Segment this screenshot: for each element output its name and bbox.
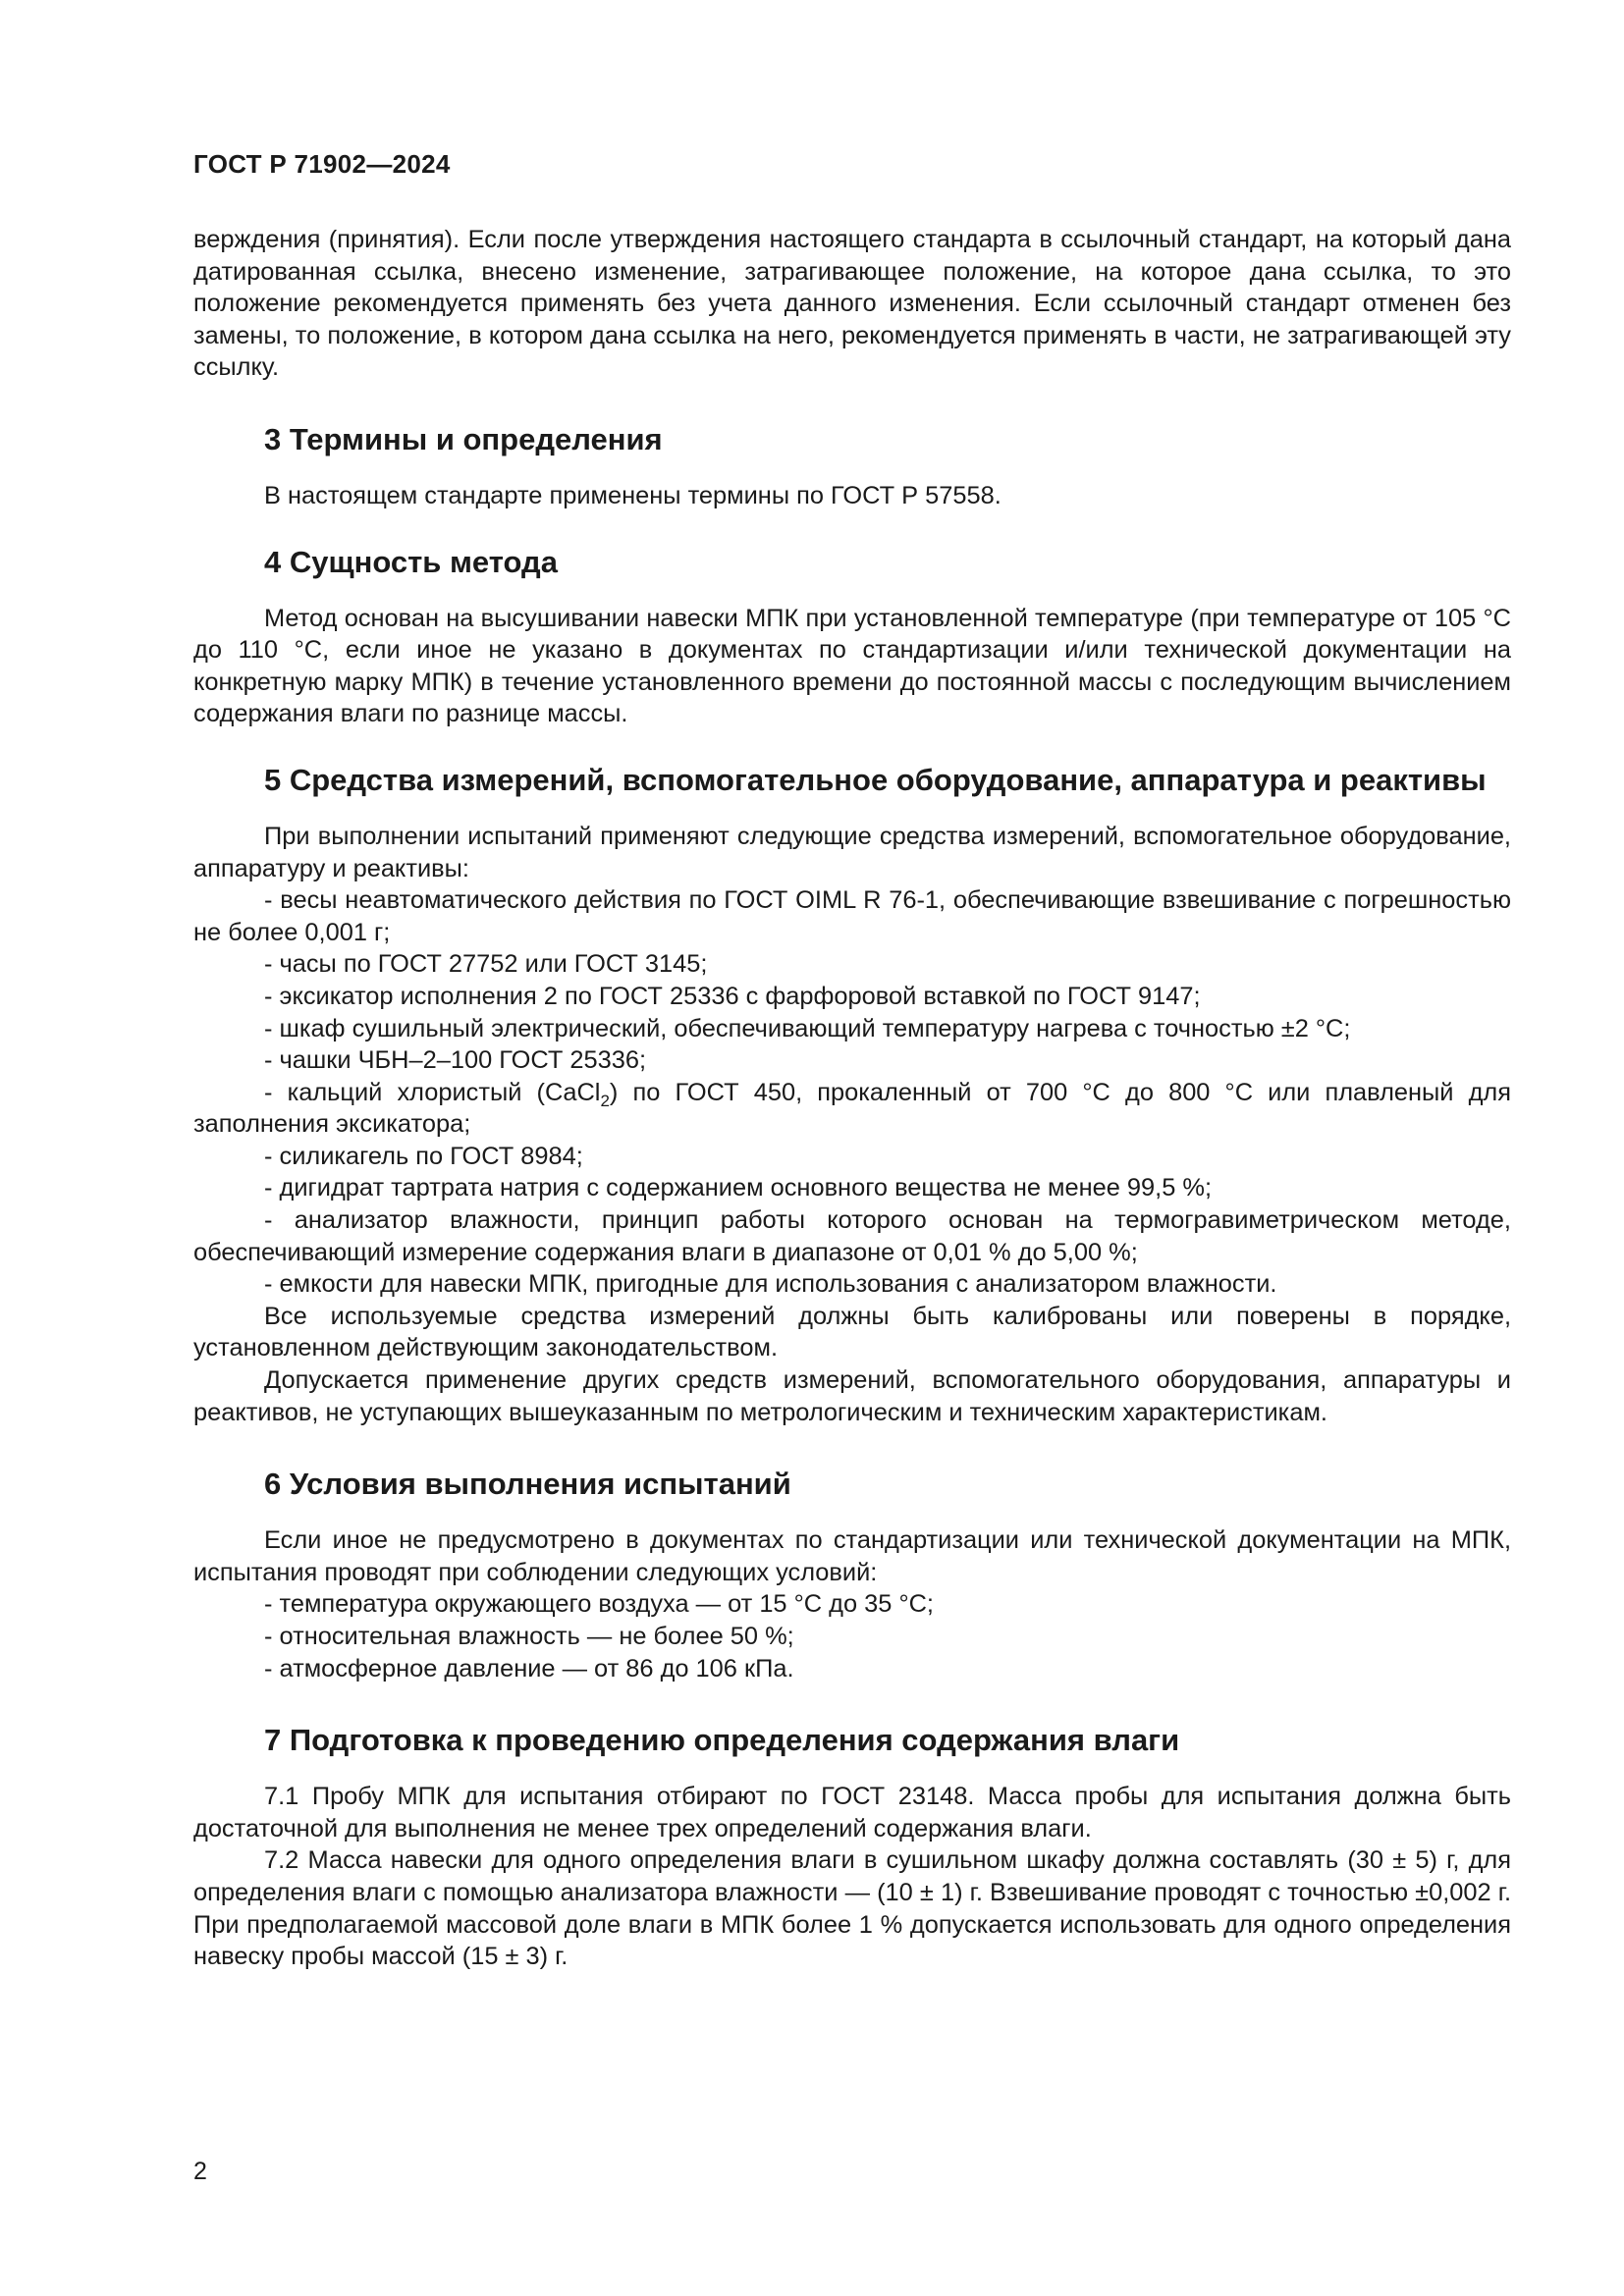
list-item: - эксикатор исполнения 2 по ГОСТ 25336 с фарфоровой вставкой по ГОСТ 9147; — [264, 982, 1201, 1010]
section-7-1: 7.1 Пробу МПК для испытания отбирают по ГОСТ 23148. Масса пробы для испытания должна быть достаточной для выполнения не менее трех определений содержания влаги. — [193, 1783, 1511, 1842]
document-header: ГОСТ Р 71902—2024 — [193, 149, 451, 179]
list-item: - весы неавтоматического действия по ГОСТ OIML R 76-1, обеспечивающие взвешивание с погрешностью не более 0,001 г; — [193, 886, 1511, 946]
section-4-heading: 4 Сущность метода — [264, 544, 558, 579]
list-item: - силикагель по ГОСТ 8984; — [264, 1142, 583, 1170]
section-5-para-2: Допускается применение других средств измерений, вспомогательного оборудования, аппаратуры и реактивов, не уступающих вышеуказанным по метрологическим и техническим характеристикам. — [193, 1366, 1511, 1426]
list-item: - чашки ЧБН–2–100 ГОСТ 25336; — [264, 1046, 647, 1075]
section-5-para-1: Все используемые средства измерений должны быть калиброваны или поверены в порядке, установленном действующим законодательством. — [193, 1302, 1511, 1362]
section-5-intro: При выполнении испытаний применяют следующие средства измерений, вспомогательное оборудование, аппаратуру и реактивы: — [193, 822, 1511, 882]
intro-paragraph: верждения (принятия). Если после утверждения настоящего стандарта в ссылочный стандарт, на который дана датированная ссылка, внесено изменение, затрагивающее положение, на которое дана ссылка, то это положение рекомендуется применять без учета данного изменения. Если ссылочный стандарт отменен без замены, то положение, в котором дана ссылка на него, рекомендуется применять в части, не затрагивающей эту ссылку. — [193, 226, 1511, 382]
page-number: 2 — [193, 2158, 207, 2185]
list-item: - часы по ГОСТ 27752 или ГОСТ 3145; — [264, 950, 708, 979]
list-item: - атмосферное давление — от 86 до 106 кПа. — [264, 1654, 794, 1682]
document-body — [193, 224, 1511, 1973]
section-4-text: Метод основан на высушивании навески МПК при установленной температуре (при температуре от 105 °С до 110 °С, если иное не указано в документах по стандартизации и/или технической документации на конкретную марку МПК) в течение установленного времени до постоянной массы с последующим вычислением содержания влаги по разнице массы. — [193, 604, 1511, 728]
list-item: - анализатор влажности, принцип работы которого основан на термогравиметрическом методе, обеспечивающий измерение содержания влаги в диапазоне от 0,01 % до 5,00 %; — [193, 1206, 1511, 1266]
list-item-calcium — [193, 1077, 1511, 1141]
section-7-2: 7.2 Масса навески для одного определения влаги в сушильном шкафу должна составлять (30 ± 5) г, для определения влаги с помощью анализатора влажности — (10 ± 1) г. Взвешивание проводят с точностью ±0,002 г. При предполагаемой массовой доле влаги в МПК более 1 % допускается использовать для одного определения навеску пробы массой (15 ± 3) г. — [193, 1846, 1511, 1971]
list-item: - емкости для навески МПК, пригодные для использования с анализатором влажности. — [264, 1270, 1277, 1299]
section-3-heading: 3 Термины и определения — [264, 421, 663, 456]
list-item: - шкаф сушильный электрический, обеспечивающий температуру нагрева с точностью ±2 °С; — [264, 1014, 1351, 1042]
section-5-heading: 5 Средства измерений, вспомогательное оборудование, аппаратура и реактивы — [264, 762, 1487, 797]
section-6-heading: 6 Условия выполнения испытаний — [264, 1467, 791, 1502]
section-7-heading: 7 Подготовка к проведению определения содержания влаги — [264, 1723, 1180, 1758]
calcium-text-start: - кальций хлористый (CaCl — [264, 1078, 601, 1106]
section-6-intro: Если иное не предусмотрено в документах по стандартизации или технической документации на МПК, испытания проводят при соблюдении следующих условий: — [193, 1526, 1511, 1586]
calcium-text-end: ) по ГОСТ 450, прокаленный от 700 °С до 800 °С или плавленый для заполнения эксикатора; — [193, 1078, 1511, 1139]
section-3-text: В настоящем стандарте применены термины по ГОСТ Р 57558. — [264, 481, 1001, 509]
list-item: - температура окружающего воздуха — от 15 °С до 35 °С; — [264, 1590, 934, 1619]
list-item: - относительная влажность — не более 50 %; — [264, 1623, 794, 1650]
list-item: - дигидрат тартрата натрия с содержанием основного вещества не менее 99,5 %; — [264, 1174, 1213, 1202]
calcium-subscript: 2 — [600, 1091, 610, 1110]
